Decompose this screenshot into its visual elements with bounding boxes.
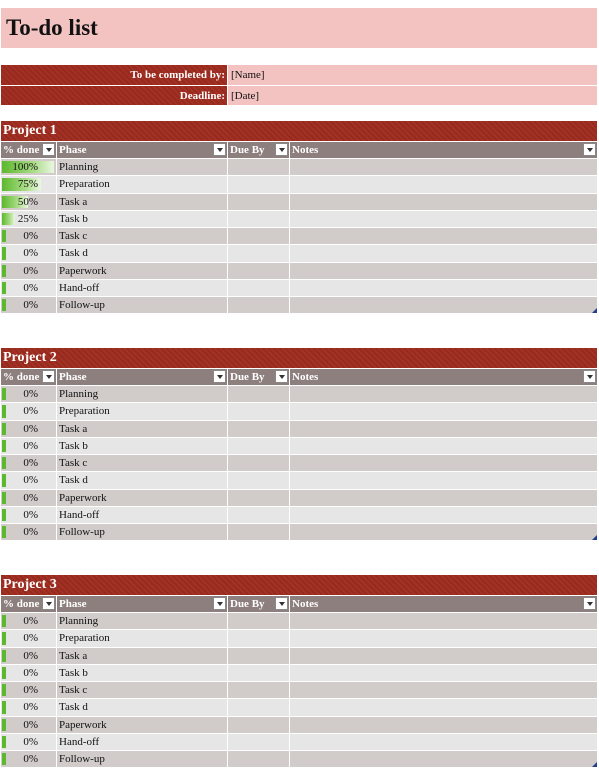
percent-done-value: 0% xyxy=(23,666,38,679)
due-by-cell[interactable] xyxy=(228,438,290,454)
phase-cell[interactable]: Task a xyxy=(57,421,228,437)
percent-done-cell[interactable] xyxy=(1,386,57,402)
due-by-cell[interactable] xyxy=(228,734,290,750)
notes-cell[interactable] xyxy=(290,665,597,681)
table-row[interactable] xyxy=(1,402,597,419)
percent-done-cell[interactable] xyxy=(1,245,57,261)
due-by-cell[interactable] xyxy=(228,159,290,175)
due-by-cell[interactable] xyxy=(228,421,290,437)
percent-done-value: 0% xyxy=(23,649,38,662)
filter-dropdown-icon[interactable] xyxy=(583,370,596,383)
filter-dropdown-icon[interactable] xyxy=(275,370,288,383)
due-by-cell[interactable] xyxy=(228,630,290,646)
column-header-label: Phase xyxy=(59,144,87,156)
notes-cell[interactable] xyxy=(290,297,597,313)
percent-done-value: 0% xyxy=(23,474,38,487)
percent-done-value: 0% xyxy=(23,684,38,696)
column-header-label: % done xyxy=(3,144,40,156)
notes-cell[interactable] xyxy=(290,507,597,523)
project-title: Project 3 xyxy=(1,575,597,595)
project-title: Project 2 xyxy=(1,348,597,368)
due-by-cell[interactable] xyxy=(228,194,290,210)
table-row[interactable] xyxy=(1,437,597,454)
percent-done-value: 0% xyxy=(23,388,38,400)
completed-by-field[interactable]: [Name] xyxy=(228,65,597,85)
table-resize-handle[interactable] xyxy=(592,535,597,540)
due-by-cell[interactable] xyxy=(228,211,290,227)
table-row[interactable] xyxy=(1,750,597,767)
percent-done-value: 0% xyxy=(23,753,38,765)
header-percent-done xyxy=(1,369,57,385)
notes-cell[interactable] xyxy=(290,734,597,750)
header-percent-done xyxy=(1,596,57,612)
notes-cell[interactable] xyxy=(290,630,597,646)
due-by-cell[interactable] xyxy=(228,490,290,506)
phase-cell[interactable]: Paperwork xyxy=(57,490,228,506)
percent-done-value: 0% xyxy=(23,230,38,242)
percent-done-cell[interactable] xyxy=(1,438,57,454)
phase-cell[interactable]: Task c xyxy=(57,228,228,244)
filter-dropdown-icon[interactable] xyxy=(213,597,226,610)
percent-done-value: 0% xyxy=(23,281,38,294)
percent-done-cell[interactable] xyxy=(1,630,57,646)
due-by-cell[interactable] xyxy=(228,507,290,523)
percent-done-cell[interactable] xyxy=(1,176,57,192)
table-row[interactable] xyxy=(1,471,597,488)
notes-cell[interactable] xyxy=(290,194,597,210)
notes-cell[interactable] xyxy=(290,211,597,227)
completed-by-label: To be completed by: xyxy=(1,65,227,85)
percent-done-cell[interactable] xyxy=(1,263,57,279)
percent-done-value: 0% xyxy=(23,491,38,504)
percent-done-value: 100% xyxy=(12,161,38,173)
due-by-cell[interactable] xyxy=(228,699,290,715)
filter-dropdown-icon[interactable] xyxy=(213,370,226,383)
percent-done-value: 0% xyxy=(23,247,38,260)
phase-cell[interactable]: Follow-up xyxy=(57,524,228,540)
notes-cell[interactable] xyxy=(290,699,597,715)
percent-done-cell[interactable] xyxy=(1,297,57,313)
table-row[interactable] xyxy=(1,296,597,313)
percent-done-cell[interactable] xyxy=(1,421,57,437)
due-by-cell[interactable] xyxy=(228,228,290,244)
phase-cell[interactable]: Task c xyxy=(57,682,228,698)
percent-done-cell[interactable] xyxy=(1,490,57,506)
percent-done-value: 0% xyxy=(23,299,38,311)
table-row[interactable] xyxy=(1,506,597,523)
header-due-by xyxy=(228,142,290,158)
column-header-label: % done xyxy=(3,598,40,610)
percent-done-value: 0% xyxy=(23,457,38,469)
notes-cell[interactable] xyxy=(290,421,597,437)
notes-cell[interactable] xyxy=(290,280,597,296)
filter-dropdown-icon[interactable] xyxy=(275,597,288,610)
table-row[interactable] xyxy=(1,681,597,698)
percent-done-value: 0% xyxy=(23,422,38,435)
due-by-cell[interactable] xyxy=(228,263,290,279)
phase-cell[interactable]: Task d xyxy=(57,699,228,715)
percent-done-cell[interactable] xyxy=(1,194,57,210)
phase-cell[interactable]: Task a xyxy=(57,648,228,664)
header-phase xyxy=(57,596,228,612)
header-notes xyxy=(290,369,597,385)
due-by-cell[interactable] xyxy=(228,455,290,471)
table-row[interactable] xyxy=(1,664,597,681)
filter-dropdown-icon[interactable] xyxy=(42,143,55,156)
percent-done-cell[interactable] xyxy=(1,507,57,523)
column-header-row xyxy=(1,595,597,612)
table-row[interactable] xyxy=(1,698,597,715)
header-phase xyxy=(57,369,228,385)
percent-done-cell[interactable] xyxy=(1,524,57,540)
notes-cell[interactable] xyxy=(290,159,597,175)
percent-done-value: 0% xyxy=(23,632,38,645)
column-header-row xyxy=(1,141,597,158)
percent-done-cell[interactable] xyxy=(1,472,57,488)
percent-done-cell[interactable] xyxy=(1,280,57,296)
table-row[interactable] xyxy=(1,489,597,506)
notes-cell[interactable] xyxy=(290,263,597,279)
column-header-label: Phase xyxy=(59,598,87,610)
column-header-label: Notes xyxy=(292,144,319,156)
due-by-cell[interactable] xyxy=(228,751,290,767)
due-by-cell[interactable] xyxy=(228,648,290,664)
table-row[interactable] xyxy=(1,175,597,192)
due-by-cell[interactable] xyxy=(228,472,290,488)
table-row[interactable] xyxy=(1,454,597,471)
phase-cell[interactable]: Follow-up xyxy=(57,297,228,313)
phase-cell[interactable]: Hand-off xyxy=(57,507,228,523)
notes-cell[interactable] xyxy=(290,455,597,471)
due-by-cell[interactable] xyxy=(228,613,290,629)
percent-done-cell[interactable] xyxy=(1,734,57,750)
percent-done-cell[interactable] xyxy=(1,455,57,471)
column-header-label: Due By xyxy=(230,598,265,610)
notes-cell[interactable] xyxy=(290,386,597,402)
notes-cell[interactable] xyxy=(290,176,597,192)
table-resize-handle[interactable] xyxy=(592,308,597,313)
percent-done-value: 0% xyxy=(23,508,38,521)
table-row[interactable] xyxy=(1,629,597,646)
phase-cell[interactable]: Task d xyxy=(57,472,228,488)
filter-dropdown-icon[interactable] xyxy=(275,143,288,156)
deadline-label: Deadline: xyxy=(1,86,227,105)
filter-dropdown-icon[interactable] xyxy=(42,370,55,383)
percent-done-cell[interactable] xyxy=(1,211,57,227)
phase-cell[interactable]: Paperwork xyxy=(57,263,228,279)
percent-done-cell[interactable] xyxy=(1,682,57,698)
phase-cell[interactable]: Preparation xyxy=(57,403,228,419)
header-due-by xyxy=(228,369,290,385)
percent-done-cell[interactable] xyxy=(1,403,57,419)
filter-dropdown-icon[interactable] xyxy=(583,143,596,156)
due-by-cell[interactable] xyxy=(228,245,290,261)
percent-done-value: 0% xyxy=(23,615,38,627)
project-table-1 xyxy=(1,121,597,313)
phase-cell[interactable]: Task b xyxy=(57,438,228,454)
percent-done-cell[interactable] xyxy=(1,613,57,629)
table-row[interactable] xyxy=(1,158,597,175)
phase-cell[interactable]: Planning xyxy=(57,386,228,402)
column-header-label: Due By xyxy=(230,371,265,383)
column-header-label: % done xyxy=(3,371,40,383)
phase-cell[interactable]: Task a xyxy=(57,194,228,210)
percent-done-value: 0% xyxy=(23,718,38,731)
percent-done-value: 50% xyxy=(17,195,38,208)
due-by-cell[interactable] xyxy=(228,524,290,540)
percent-done-cell[interactable] xyxy=(1,665,57,681)
due-by-cell[interactable] xyxy=(228,386,290,402)
filter-dropdown-icon[interactable] xyxy=(42,597,55,610)
due-by-cell[interactable] xyxy=(228,682,290,698)
notes-cell[interactable] xyxy=(290,717,597,733)
table-row[interactable] xyxy=(1,262,597,279)
table-row[interactable] xyxy=(1,385,597,402)
notes-cell[interactable] xyxy=(290,613,597,629)
percent-done-cell[interactable] xyxy=(1,751,57,767)
percent-done-cell[interactable] xyxy=(1,699,57,715)
phase-cell[interactable]: Follow-up xyxy=(57,751,228,767)
due-by-cell[interactable] xyxy=(228,665,290,681)
percent-done-value: 0% xyxy=(23,735,38,748)
column-header-label: Due By xyxy=(230,144,265,156)
project-title: Project 1 xyxy=(1,121,597,141)
phase-cell[interactable]: Paperwork xyxy=(57,717,228,733)
percent-done-value: 75% xyxy=(17,178,38,191)
notes-cell[interactable] xyxy=(290,648,597,664)
percent-done-cell[interactable] xyxy=(1,648,57,664)
column-header-row xyxy=(1,368,597,385)
percent-done-cell[interactable] xyxy=(1,228,57,244)
phase-cell[interactable]: Hand-off xyxy=(57,280,228,296)
phase-cell[interactable]: Preparation xyxy=(57,630,228,646)
phase-cell[interactable]: Task c xyxy=(57,455,228,471)
table-resize-handle[interactable] xyxy=(592,762,597,767)
table-row[interactable] xyxy=(1,612,597,629)
header-notes xyxy=(290,142,597,158)
percent-done-value: 0% xyxy=(23,526,38,538)
column-header-label: Phase xyxy=(59,371,87,383)
due-by-cell[interactable] xyxy=(228,176,290,192)
notes-cell[interactable] xyxy=(290,228,597,244)
percent-done-value: 0% xyxy=(23,405,38,418)
table-row[interactable] xyxy=(1,227,597,244)
table-row[interactable] xyxy=(1,210,597,227)
phase-cell[interactable]: Planning xyxy=(57,159,228,175)
phase-cell[interactable]: Hand-off xyxy=(57,734,228,750)
notes-cell[interactable] xyxy=(290,438,597,454)
column-header-label: Notes xyxy=(292,371,319,383)
project-table-3 xyxy=(1,575,597,767)
table-row[interactable] xyxy=(1,647,597,664)
table-row[interactable] xyxy=(1,523,597,540)
table-row[interactable] xyxy=(1,279,597,296)
percent-done-value: 0% xyxy=(23,264,38,277)
project-table-2 xyxy=(1,348,597,540)
percent-done-value: 25% xyxy=(17,212,38,225)
filter-dropdown-icon[interactable] xyxy=(213,143,226,156)
due-by-cell[interactable] xyxy=(228,403,290,419)
phase-cell[interactable]: Planning xyxy=(57,613,228,629)
percent-done-value: 0% xyxy=(23,701,38,714)
phase-cell[interactable]: Task b xyxy=(57,211,228,227)
completed-by-row xyxy=(1,65,597,85)
table-row[interactable] xyxy=(1,244,597,261)
notes-cell[interactable] xyxy=(290,751,597,767)
notes-cell[interactable] xyxy=(290,472,597,488)
column-header-label: Notes xyxy=(292,598,319,610)
due-by-cell[interactable] xyxy=(228,717,290,733)
table-row[interactable] xyxy=(1,193,597,210)
percent-done-cell[interactable] xyxy=(1,159,57,175)
page-title: To-do list xyxy=(1,8,597,48)
phase-cell[interactable]: Task d xyxy=(57,245,228,261)
filter-dropdown-icon[interactable] xyxy=(583,597,596,610)
percent-done-cell[interactable] xyxy=(1,717,57,733)
header-percent-done xyxy=(1,142,57,158)
notes-cell[interactable] xyxy=(290,490,597,506)
table-row[interactable] xyxy=(1,420,597,437)
header-due-by xyxy=(228,596,290,612)
deadline-field[interactable]: [Date] xyxy=(228,86,597,105)
header-phase xyxy=(57,142,228,158)
header-notes xyxy=(290,596,597,612)
notes-cell[interactable] xyxy=(290,682,597,698)
deadline-row xyxy=(1,85,597,105)
due-by-cell[interactable] xyxy=(228,297,290,313)
phase-cell[interactable]: Preparation xyxy=(57,176,228,192)
table-row[interactable] xyxy=(1,733,597,750)
notes-cell[interactable] xyxy=(290,524,597,540)
notes-cell[interactable] xyxy=(290,403,597,419)
phase-cell[interactable]: Task b xyxy=(57,665,228,681)
due-by-cell[interactable] xyxy=(228,280,290,296)
percent-done-value: 0% xyxy=(23,439,38,452)
notes-cell[interactable] xyxy=(290,245,597,261)
table-row[interactable] xyxy=(1,716,597,733)
